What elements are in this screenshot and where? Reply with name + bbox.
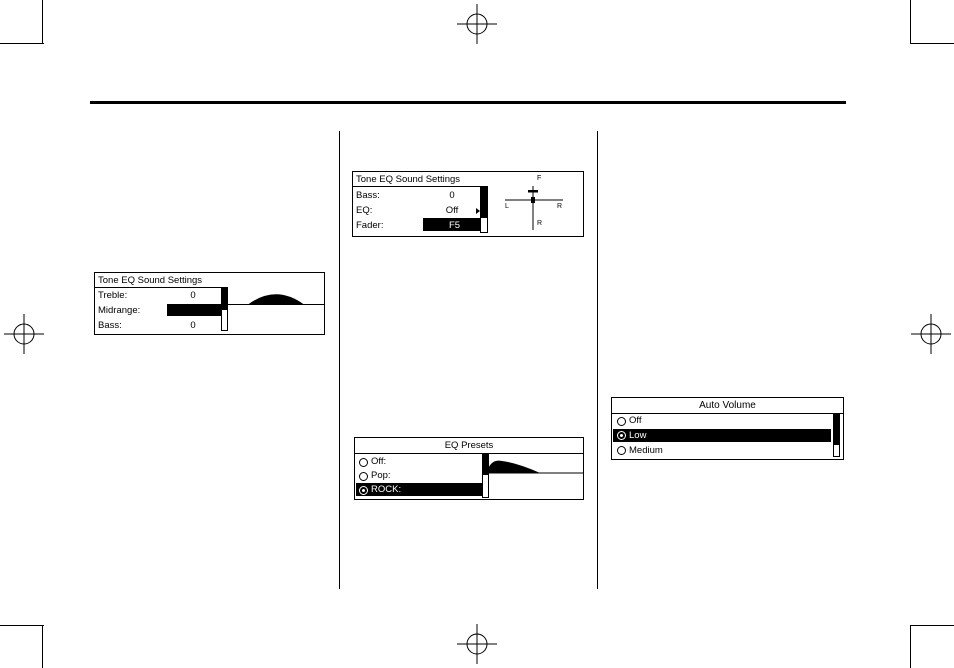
auto-volume-panel [611,397,844,460]
column-divider-right [597,131,598,589]
title-divider [95,287,223,288]
panel-title: Tone EQ Sound Settings [98,275,203,286]
title-divider [612,413,843,414]
preset-pop-label[interactable]: Pop: [371,470,391,481]
fader-label[interactable]: Fader: [356,220,384,231]
eq-label[interactable]: EQ: [356,205,373,216]
title-divider [353,186,487,187]
title-divider [355,453,583,454]
fader-value: F5 [448,220,461,231]
registration-target-icon-top [457,4,497,44]
scrollbar[interactable] [221,287,228,331]
eq-presets-panel [354,437,584,500]
balance-crosshair[interactable] [503,186,563,230]
radio-off[interactable] [617,417,626,426]
scrollbar[interactable] [480,186,488,233]
crop-mark-top-left-h [0,43,44,44]
crop-mark-top-left-v [42,0,43,44]
radio-rock[interactable] [359,486,368,495]
preset-off-label[interactable]: Off: [371,456,387,467]
crop-mark-bottom-left-h [0,625,44,626]
crop-mark-bottom-left-v [42,625,43,668]
panel-title: EQ Presets [444,440,494,451]
panel-title: Tone EQ Sound Settings [356,174,461,185]
crop-mark-top-right-h [910,43,954,44]
scrollbar-thumb[interactable] [834,415,839,445]
preset-rock-label[interactable]: ROCK: [371,484,402,495]
crop-mark-top-right-v [910,0,911,44]
registration-target-icon-bottom [457,624,497,664]
radio-pop[interactable] [359,472,368,481]
crop-mark-bottom-right-h [910,625,954,626]
panel-title: Auto Volume [699,400,756,411]
registration-target-icon-right [911,314,951,354]
midrange-row-selected[interactable] [167,304,221,316]
scrollbar-thumb[interactable] [222,288,227,310]
radio-low[interactable] [617,431,626,440]
autovol-medium-label[interactable]: Medium [629,445,663,456]
bass-label[interactable]: Bass: [98,320,122,331]
radio-medium[interactable] [617,446,626,455]
eq-curve [488,457,583,477]
header-rule [90,101,846,104]
crop-mark-bottom-right-v [910,625,911,668]
bass-label[interactable]: Bass: [356,190,380,201]
bass-value: 0 [449,190,455,201]
autovol-off-label[interactable]: Off [629,415,642,426]
eq-value: Off [445,205,459,216]
tone-eq-panel-treble [94,272,325,335]
balance-rear-label: R [537,220,543,227]
autovol-low-label[interactable]: Low [629,430,647,441]
balance-right-label: R [557,203,563,210]
registration-target-icon-left [4,314,44,354]
scrollbar[interactable] [833,414,840,457]
tone-eq-panel-fader [352,171,584,237]
balance-left-label: L [505,203,509,210]
bass-value: 0 [190,320,196,331]
midrange-label[interactable]: Midrange: [98,305,141,316]
treble-label[interactable]: Treble: [98,290,128,301]
balance-front-label: F [537,175,542,182]
treble-value: 0 [190,290,196,301]
scrollbar-thumb[interactable] [481,187,487,218]
column-divider-left [339,131,340,589]
radio-off[interactable] [359,458,368,467]
eq-curve [248,293,304,305]
